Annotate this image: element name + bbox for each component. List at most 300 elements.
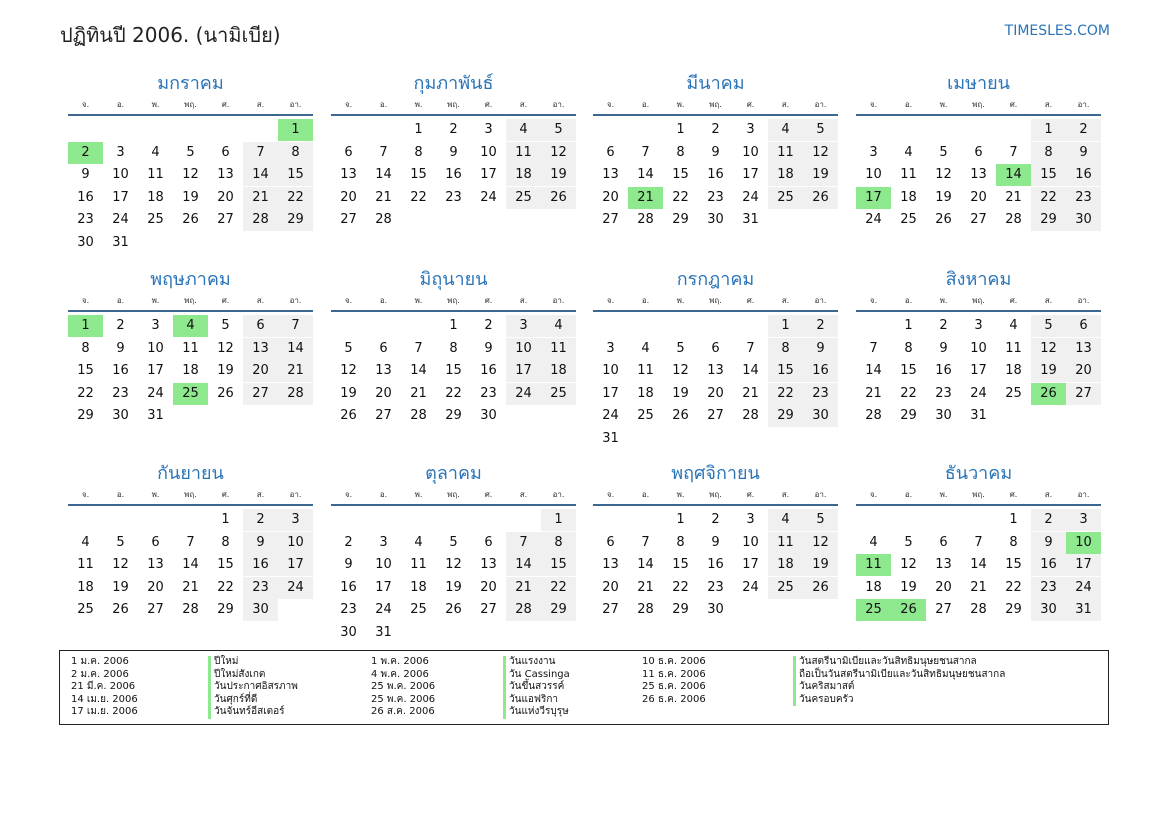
day-cell: 12 bbox=[803, 142, 838, 164]
day-cell: 27 bbox=[217, 212, 234, 227]
day-cell: 19 bbox=[182, 189, 199, 205]
day-cell: 2 bbox=[484, 318, 493, 333]
holiday-day-cell: 25 bbox=[856, 599, 891, 621]
day-cell: 23 bbox=[803, 383, 838, 405]
day-cell: 16 bbox=[1031, 554, 1066, 576]
day-cell: 5 bbox=[449, 534, 458, 550]
day-cell: 30 bbox=[480, 408, 497, 423]
day-cell: 27 bbox=[1066, 383, 1101, 405]
day-cell: 11 bbox=[182, 340, 199, 356]
holiday-day-cell: 11 bbox=[856, 554, 891, 576]
weekday-label: อ. bbox=[641, 490, 650, 499]
day-cell: 20 bbox=[243, 360, 278, 382]
month-block bbox=[593, 268, 838, 448]
weekday-label: พ. bbox=[676, 100, 685, 109]
month-name: พฤศจิกายน bbox=[671, 463, 760, 484]
day-cell: 15 bbox=[445, 363, 462, 378]
day-cell: 23 bbox=[77, 212, 94, 227]
day-cell: 17 bbox=[506, 360, 541, 382]
weekday-label: อา. bbox=[289, 100, 302, 109]
day-cell: 30 bbox=[1031, 599, 1066, 621]
day-cell: 9 bbox=[939, 340, 948, 356]
day-cell: 18 bbox=[182, 363, 199, 378]
legend-date: 14 เม.ย. 2006 bbox=[71, 693, 138, 705]
day-cell: 2 bbox=[1031, 509, 1066, 531]
weekday-header bbox=[331, 486, 576, 506]
day-cell: 30 bbox=[340, 624, 357, 640]
day-cell: 28 bbox=[1005, 212, 1022, 227]
weekday-label: พ. bbox=[676, 296, 685, 305]
day-cell: 1 bbox=[768, 315, 803, 337]
day-cell: 19 bbox=[445, 579, 462, 595]
day-cell: 5 bbox=[186, 144, 195, 160]
weekday-label: อา. bbox=[289, 296, 302, 305]
day-cell: 6 bbox=[344, 144, 353, 160]
legend-date-column bbox=[642, 656, 706, 706]
day-cell: 25 bbox=[541, 383, 576, 405]
day-cell: 6 bbox=[243, 315, 278, 337]
day-cell: 18 bbox=[865, 579, 882, 595]
weekday-label: จ. bbox=[869, 100, 878, 109]
day-cell: 1 bbox=[1009, 512, 1018, 527]
weekday-label: พฤ. bbox=[184, 100, 197, 109]
day-cell: 4 bbox=[506, 119, 541, 141]
day-cell: 7 bbox=[1009, 144, 1018, 160]
day-cell: 20 bbox=[217, 189, 234, 205]
weekday-label: ศ. bbox=[484, 100, 493, 109]
day-cell: 31 bbox=[970, 408, 987, 423]
day-cell: 12 bbox=[340, 363, 357, 378]
day-cell: 13 bbox=[217, 167, 234, 182]
day-cell: 21 bbox=[182, 579, 199, 595]
site-link[interactable]: TIMESLES.COM bbox=[1004, 23, 1110, 39]
day-cell: 15 bbox=[672, 167, 689, 182]
weekday-label: อา. bbox=[1077, 490, 1090, 499]
day-grid bbox=[68, 116, 313, 252]
weekday-header bbox=[68, 96, 313, 116]
day-cell: 20 bbox=[602, 579, 619, 595]
weekday-label: จ. bbox=[81, 490, 90, 499]
day-cell: 12 bbox=[182, 167, 199, 182]
day-cell: 16 bbox=[1066, 164, 1101, 186]
weekday-label: อ. bbox=[904, 296, 913, 305]
day-cell: 4 bbox=[869, 534, 878, 550]
day-cell: 9 bbox=[711, 144, 720, 160]
month-block bbox=[593, 462, 838, 642]
day-cell: 4 bbox=[641, 340, 650, 356]
day-cell: 27 bbox=[340, 212, 357, 227]
weekday-label: อา. bbox=[814, 490, 827, 499]
weekday-label: ศ. bbox=[484, 296, 493, 305]
month-name: เมษายน bbox=[947, 73, 1010, 94]
month-block bbox=[68, 268, 313, 448]
day-cell: 14 bbox=[865, 363, 882, 378]
day-cell: 3 bbox=[1066, 509, 1101, 531]
day-cell: 25 bbox=[637, 408, 654, 423]
weekday-header bbox=[593, 96, 838, 116]
day-cell: 27 bbox=[970, 212, 987, 227]
month-block bbox=[68, 462, 313, 642]
weekday-header bbox=[593, 292, 838, 312]
day-cell: 10 bbox=[602, 363, 619, 378]
day-cell: 15 bbox=[672, 557, 689, 572]
month-name: มิถุนายน bbox=[419, 269, 488, 290]
weekday-label: พ. bbox=[676, 490, 685, 499]
weekday-header bbox=[856, 486, 1101, 506]
day-cell: 5 bbox=[676, 340, 685, 356]
month-block bbox=[856, 72, 1101, 252]
day-cell: 12 bbox=[541, 142, 576, 164]
legend-date: 1 ม.ค. 2006 bbox=[71, 656, 129, 667]
day-cell: 22 bbox=[672, 579, 689, 595]
legend-holiday-name: วันสตรีนามิเบียและวันสิทธิมนุษยชนสากล bbox=[793, 656, 1005, 669]
day-cell: 24 bbox=[865, 212, 882, 227]
day-cell: 4 bbox=[768, 509, 803, 531]
weekday-label: ศ. bbox=[1009, 100, 1018, 109]
day-cell: 2 bbox=[449, 122, 458, 137]
day-cell: 12 bbox=[900, 557, 917, 572]
day-cell: 29 bbox=[1005, 602, 1022, 617]
legend-holiday-name: วันจันทร์อีสเตอร์ bbox=[208, 706, 298, 719]
day-cell: 14 bbox=[182, 557, 199, 572]
day-cell: 26 bbox=[340, 408, 357, 423]
day-cell: 2 bbox=[711, 122, 720, 137]
holiday-day-cell: 14 bbox=[996, 164, 1031, 186]
holiday-day-cell: 1 bbox=[68, 315, 103, 337]
day-cell: 24 bbox=[970, 385, 987, 401]
day-cell: 2 bbox=[344, 534, 353, 550]
day-cell: 12 bbox=[935, 167, 952, 182]
day-cell: 19 bbox=[803, 164, 838, 186]
day-cell: 20 bbox=[935, 579, 952, 595]
day-grid bbox=[856, 312, 1101, 448]
day-cell: 23 bbox=[445, 189, 462, 205]
day-cell: 5 bbox=[221, 318, 230, 333]
day-cell: 18 bbox=[77, 579, 94, 595]
day-cell: 12 bbox=[112, 557, 129, 572]
day-cell: 5 bbox=[344, 340, 353, 356]
month-block bbox=[593, 72, 838, 252]
day-cell: 16 bbox=[340, 579, 357, 595]
day-cell: 5 bbox=[803, 119, 838, 141]
month-name: สิงหาคม bbox=[945, 269, 1012, 290]
weekday-label: อ. bbox=[379, 490, 388, 499]
day-cell: 28 bbox=[637, 602, 654, 617]
month-block bbox=[331, 268, 576, 448]
day-grid bbox=[68, 312, 313, 448]
day-cell: 18 bbox=[768, 554, 803, 576]
day-cell: 18 bbox=[900, 189, 917, 205]
day-cell: 4 bbox=[151, 144, 160, 160]
day-cell: 29 bbox=[1031, 209, 1066, 231]
weekday-label: จ. bbox=[869, 296, 878, 305]
day-cell: 23 bbox=[243, 577, 278, 599]
weekday-label: จ. bbox=[81, 296, 90, 305]
day-cell: 3 bbox=[746, 512, 755, 527]
day-cell: 31 bbox=[375, 624, 392, 640]
day-cell: 20 bbox=[375, 385, 392, 401]
day-cell: 30 bbox=[112, 408, 129, 423]
day-cell: 8 bbox=[1031, 142, 1066, 164]
day-cell: 17 bbox=[375, 579, 392, 595]
month-block bbox=[856, 462, 1101, 642]
legend-date: 26 ส.ค. 2006 bbox=[371, 706, 435, 718]
weekday-label: พฤ. bbox=[184, 296, 197, 305]
day-cell: 19 bbox=[217, 363, 234, 378]
day-cell: 1 bbox=[676, 122, 685, 137]
day-cell: 11 bbox=[768, 142, 803, 164]
legend-holiday-name: วันแรงงาน bbox=[503, 656, 570, 669]
weekday-label: ศ. bbox=[746, 100, 755, 109]
day-cell: 1 bbox=[414, 122, 423, 137]
day-cell: 29 bbox=[217, 602, 234, 617]
day-cell: 15 bbox=[77, 363, 94, 378]
day-cell: 15 bbox=[1031, 164, 1066, 186]
month-name: มกราคม bbox=[157, 73, 224, 94]
day-cell: 10 bbox=[480, 144, 497, 160]
day-cell: 16 bbox=[243, 554, 278, 576]
day-cell: 17 bbox=[480, 167, 497, 182]
weekday-label: ส. bbox=[1044, 490, 1053, 499]
day-cell: 10 bbox=[865, 167, 882, 182]
holiday-day-cell: 4 bbox=[173, 315, 208, 337]
day-cell: 17 bbox=[970, 363, 987, 378]
weekday-label: พ. bbox=[414, 100, 423, 109]
weekday-label: ศ. bbox=[1009, 490, 1018, 499]
day-cell: 19 bbox=[935, 189, 952, 205]
legend-holiday-name: วันคริสมาสต์ bbox=[793, 681, 1005, 694]
day-cell: 9 bbox=[116, 340, 125, 356]
holiday-legend bbox=[59, 650, 1109, 725]
day-cell: 7 bbox=[869, 340, 878, 356]
day-cell: 3 bbox=[869, 144, 878, 160]
weekday-label: ศ. bbox=[221, 100, 230, 109]
legend-name-column bbox=[503, 656, 570, 719]
day-cell: 20 bbox=[1066, 360, 1101, 382]
weekday-label: พฤ. bbox=[709, 296, 722, 305]
day-cell: 13 bbox=[970, 167, 987, 182]
day-cell: 6 bbox=[221, 144, 230, 160]
day-cell: 20 bbox=[602, 189, 619, 205]
holiday-day-cell: 2 bbox=[68, 142, 103, 164]
day-cell: 20 bbox=[970, 189, 987, 205]
day-cell: 16 bbox=[445, 167, 462, 182]
day-cell: 7 bbox=[414, 340, 423, 356]
day-cell: 7 bbox=[974, 534, 983, 550]
day-cell: 13 bbox=[340, 167, 357, 182]
day-cell: 14 bbox=[243, 164, 278, 186]
weekday-header bbox=[856, 96, 1101, 116]
weekday-header bbox=[68, 292, 313, 312]
day-cell: 26 bbox=[541, 187, 576, 209]
weekday-label: พฤ. bbox=[972, 296, 985, 305]
day-cell: 14 bbox=[742, 363, 759, 378]
day-cell: 18 bbox=[637, 385, 654, 401]
day-cell: 26 bbox=[803, 577, 838, 599]
day-cell: 16 bbox=[707, 167, 724, 182]
day-cell: 22 bbox=[768, 383, 803, 405]
day-cell: 5 bbox=[904, 534, 913, 550]
day-cell: 23 bbox=[112, 385, 129, 401]
day-cell: 18 bbox=[410, 579, 427, 595]
legend-holiday-name: วันแอฟริกา bbox=[503, 694, 570, 707]
day-cell: 24 bbox=[112, 212, 129, 227]
day-cell: 3 bbox=[506, 315, 541, 337]
day-cell: 16 bbox=[112, 363, 129, 378]
day-cell: 12 bbox=[1031, 338, 1066, 360]
weekday-label: อ. bbox=[379, 100, 388, 109]
day-cell: 30 bbox=[243, 599, 278, 621]
day-cell: 23 bbox=[935, 385, 952, 401]
day-cell: 31 bbox=[1066, 599, 1101, 621]
day-cell: 14 bbox=[637, 167, 654, 182]
day-cell: 4 bbox=[904, 144, 913, 160]
day-cell: 28 bbox=[865, 408, 882, 423]
day-cell: 22 bbox=[900, 385, 917, 401]
day-cell: 18 bbox=[506, 164, 541, 186]
legend-date: 2 ม.ค. 2006 bbox=[71, 668, 129, 680]
weekday-label: พฤ. bbox=[709, 100, 722, 109]
day-cell: 8 bbox=[676, 534, 685, 550]
day-cell: 26 bbox=[182, 212, 199, 227]
day-cell: 28 bbox=[278, 383, 313, 405]
weekday-label: ส. bbox=[256, 296, 265, 305]
day-cell: 4 bbox=[81, 534, 90, 550]
day-cell: 1 bbox=[449, 318, 458, 333]
weekday-label: พฤ. bbox=[447, 490, 460, 499]
weekday-label: ส. bbox=[519, 100, 528, 109]
day-cell: 21 bbox=[865, 385, 882, 401]
day-cell: 24 bbox=[278, 577, 313, 599]
day-cell: 6 bbox=[939, 534, 948, 550]
legend-date: 25 ธ.ค. 2006 bbox=[642, 681, 706, 693]
legend-holiday-name: วันขึ้นสวรรค์ bbox=[503, 681, 570, 694]
holiday-day-cell: 26 bbox=[891, 599, 926, 621]
legend-holiday-name: ปีใหม่ bbox=[208, 656, 298, 669]
day-cell: 12 bbox=[445, 557, 462, 572]
day-cell: 31 bbox=[112, 234, 129, 250]
day-cell: 31 bbox=[147, 408, 164, 423]
day-cell: 27 bbox=[147, 602, 164, 617]
weekday-label: ศ. bbox=[1009, 296, 1018, 305]
day-cell: 8 bbox=[449, 340, 458, 356]
legend-holiday-name: ถือเป็นวันสตรีนามิเบียและวันสิทธิมนุษยชนสากล bbox=[793, 669, 1005, 682]
day-cell: 11 bbox=[410, 557, 427, 572]
day-cell: 5 bbox=[1031, 315, 1066, 337]
day-cell: 24 bbox=[742, 579, 759, 595]
day-cell: 23 bbox=[340, 602, 357, 617]
holiday-day-cell: 25 bbox=[173, 383, 208, 405]
day-cell: 21 bbox=[243, 187, 278, 209]
weekday-label: พฤ. bbox=[447, 296, 460, 305]
weekday-label: จ. bbox=[81, 100, 90, 109]
day-cell: 8 bbox=[904, 340, 913, 356]
day-cell: 29 bbox=[445, 408, 462, 423]
weekday-label: พฤ. bbox=[972, 490, 985, 499]
day-cell: 3 bbox=[606, 340, 615, 356]
legend-date: 10 ธ.ค. 2006 bbox=[642, 656, 706, 667]
weekday-header bbox=[856, 292, 1101, 312]
day-cell: 27 bbox=[480, 602, 497, 617]
weekday-label: พ. bbox=[939, 296, 948, 305]
day-cell: 21 bbox=[410, 385, 427, 401]
day-cell: 11 bbox=[506, 142, 541, 164]
day-cell: 1 bbox=[904, 318, 913, 333]
day-cell: 9 bbox=[711, 534, 720, 550]
day-cell: 15 bbox=[1005, 557, 1022, 572]
day-cell: 13 bbox=[147, 557, 164, 572]
legend-date-column bbox=[371, 656, 435, 719]
weekday-label: พ. bbox=[151, 100, 160, 109]
day-cell: 17 bbox=[742, 167, 759, 182]
day-cell: 27 bbox=[602, 212, 619, 227]
day-cell: 16 bbox=[480, 363, 497, 378]
day-cell: 22 bbox=[541, 577, 576, 599]
weekday-label: อ. bbox=[116, 100, 125, 109]
holiday-day-cell: 1 bbox=[278, 119, 313, 141]
month-name: มีนาคม bbox=[686, 73, 745, 94]
legend-holiday-name: ปีใหม่สังเกต bbox=[208, 669, 298, 682]
day-cell: 15 bbox=[768, 360, 803, 382]
day-cell: 29 bbox=[541, 599, 576, 621]
day-cell: 8 bbox=[81, 340, 90, 356]
weekday-label: จ. bbox=[606, 296, 615, 305]
day-cell: 16 bbox=[77, 189, 94, 205]
day-cell: 25 bbox=[1005, 385, 1022, 401]
day-cell: 6 bbox=[606, 144, 615, 160]
day-cell: 11 bbox=[147, 167, 164, 182]
day-cell: 25 bbox=[900, 212, 917, 227]
day-cell: 9 bbox=[1066, 142, 1101, 164]
day-cell: 8 bbox=[768, 338, 803, 360]
month-block bbox=[68, 72, 313, 252]
legend-holiday-name: วัน Cassinga bbox=[503, 669, 570, 682]
month-name: พฤษภาคม bbox=[150, 269, 231, 290]
legend-date: 25 พ.ค. 2006 bbox=[371, 681, 436, 693]
day-cell: 25 bbox=[768, 187, 803, 209]
day-cell: 28 bbox=[742, 408, 759, 423]
day-cell: 11 bbox=[1005, 340, 1022, 356]
legend-holiday-name: วันแห่งวีรบุรุษ bbox=[503, 706, 570, 719]
legend-holiday-name: วันศุกร์ที่ดี bbox=[208, 694, 298, 707]
day-cell: 30 bbox=[1066, 209, 1101, 231]
day-cell: 4 bbox=[541, 315, 576, 337]
day-cell: 24 bbox=[506, 383, 541, 405]
legend-date: 21 มี.ค. 2006 bbox=[71, 681, 136, 693]
day-cell: 21 bbox=[375, 189, 392, 205]
day-cell: 15 bbox=[278, 164, 313, 186]
weekday-label: อา. bbox=[289, 490, 302, 499]
day-cell: 7 bbox=[641, 534, 650, 550]
day-cell: 23 bbox=[707, 189, 724, 205]
day-cell: 20 bbox=[340, 189, 357, 205]
day-cell: 20 bbox=[147, 579, 164, 595]
day-cell: 9 bbox=[243, 532, 278, 554]
legend-date: 25 พ.ค. 2006 bbox=[371, 693, 436, 705]
day-cell: 15 bbox=[900, 363, 917, 378]
day-cell: 6 bbox=[151, 534, 160, 550]
day-grid bbox=[331, 116, 576, 252]
weekday-label: พฤ. bbox=[972, 100, 985, 109]
day-cell: 31 bbox=[602, 430, 619, 446]
weekday-label: อ. bbox=[904, 100, 913, 109]
month-name: ธันวาคม bbox=[944, 463, 1013, 484]
day-cell: 10 bbox=[506, 338, 541, 360]
weekday-header bbox=[331, 96, 576, 116]
weekday-label: ศ. bbox=[221, 296, 230, 305]
day-cell: 23 bbox=[1031, 577, 1066, 599]
day-cell: 15 bbox=[541, 554, 576, 576]
